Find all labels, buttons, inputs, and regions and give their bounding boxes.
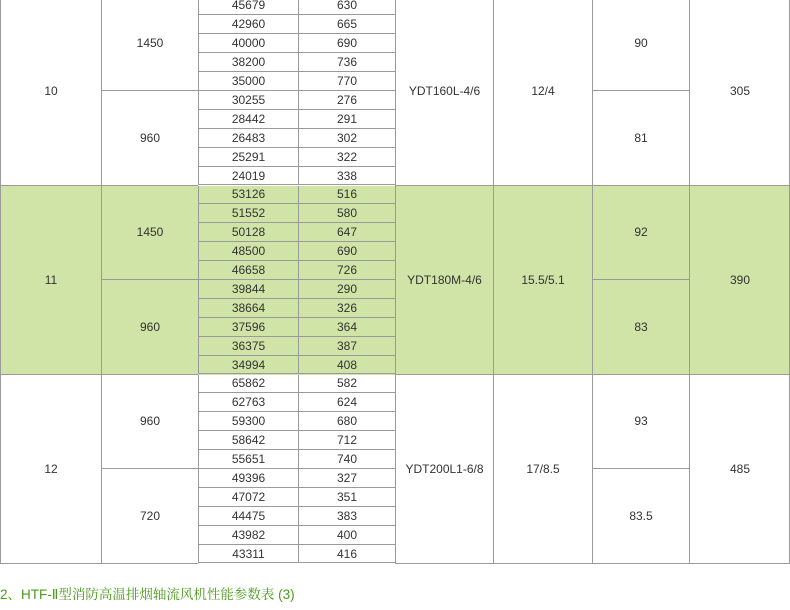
efficiency-cell: 81 <box>592 91 689 186</box>
flow-cell: 35000 <box>198 72 298 91</box>
flow-cell: 39844 <box>198 280 298 299</box>
flow-cell: 62763 <box>198 393 298 412</box>
flow-cell: 58642 <box>198 431 298 450</box>
pressure-cell: 647 <box>298 223 395 242</box>
pressure-cell: 740 <box>298 450 395 469</box>
flow-cell: 43982 <box>198 526 298 545</box>
flow-cell: 45679 <box>198 0 298 15</box>
efficiency-cell: 93 <box>592 375 689 470</box>
speed-cell: 720 <box>101 469 198 564</box>
pressure-cell: 322 <box>298 148 395 167</box>
motor-model-cell: YDT200L1-6/8 <box>395 375 493 564</box>
pressure-cell: 302 <box>298 129 395 148</box>
flow-cell: 30255 <box>198 91 298 110</box>
speed-cell: 960 <box>101 375 198 470</box>
flow-cell: 49396 <box>198 469 298 488</box>
pressure-cell: 736 <box>298 53 395 72</box>
pressure-cell: 290 <box>298 280 395 299</box>
speed-cell: 960 <box>101 91 198 186</box>
motor-model-cell: YDT160L-4/6 <box>395 0 493 186</box>
flow-cell: 59300 <box>198 412 298 431</box>
pressure-cell: 712 <box>298 431 395 450</box>
pressure-cell: 624 <box>298 393 395 412</box>
speed-cell: 960 <box>101 280 198 375</box>
flow-cell: 26483 <box>198 129 298 148</box>
flow-cell: 53126 <box>198 186 298 205</box>
speed-cell: 1450 <box>101 0 198 91</box>
pressure-cell: 630 <box>298 0 395 15</box>
pressure-cell: 690 <box>298 242 395 261</box>
flow-cell: 24019 <box>198 167 298 186</box>
pressure-cell: 580 <box>298 204 395 223</box>
flow-cell: 42960 <box>198 15 298 34</box>
flow-cell: 37596 <box>198 318 298 337</box>
pressure-cell: 416 <box>298 545 395 564</box>
pressure-cell: 326 <box>298 299 395 318</box>
flow-cell: 46658 <box>198 261 298 280</box>
efficiency-cell: 83.5 <box>592 469 689 564</box>
pressure-cell: 582 <box>298 375 395 394</box>
flow-cell: 34994 <box>198 356 298 375</box>
weight-cell: 485 <box>689 375 790 564</box>
flow-cell: 43311 <box>198 545 298 564</box>
model-no-cell: 10 <box>0 0 101 186</box>
motor-model-cell: YDT180M-4/6 <box>395 186 493 375</box>
motor-power-cell: 12/4 <box>493 0 592 186</box>
flow-cell: 44475 <box>198 507 298 526</box>
pressure-cell: 680 <box>298 412 395 431</box>
pressure-cell: 665 <box>298 15 395 34</box>
model-no-cell: 12 <box>0 375 101 564</box>
pressure-cell: 770 <box>298 72 395 91</box>
flow-cell: 55651 <box>198 450 298 469</box>
motor-power-cell: 17/8.5 <box>493 375 592 564</box>
efficiency-cell: 92 <box>592 186 689 281</box>
pressure-cell: 276 <box>298 91 395 110</box>
pressure-cell: 327 <box>298 469 395 488</box>
weight-cell: 390 <box>689 186 790 375</box>
pressure-cell: 516 <box>298 186 395 205</box>
pressure-cell: 383 <box>298 507 395 526</box>
pressure-cell: 351 <box>298 488 395 507</box>
flow-cell: 51552 <box>198 204 298 223</box>
flow-cell: 47072 <box>198 488 298 507</box>
flow-cell: 36375 <box>198 337 298 356</box>
motor-power-cell: 15.5/5.1 <box>493 186 592 375</box>
pressure-cell: 726 <box>298 261 395 280</box>
flow-cell: 40000 <box>198 34 298 53</box>
flow-cell: 38200 <box>198 53 298 72</box>
pressure-cell: 408 <box>298 356 395 375</box>
efficiency-cell: 90 <box>592 0 689 91</box>
flow-cell: 65862 <box>198 375 298 394</box>
flow-cell: 50128 <box>198 223 298 242</box>
pressure-cell: 291 <box>298 110 395 129</box>
speed-cell: 1450 <box>101 186 198 281</box>
flow-cell: 25291 <box>198 148 298 167</box>
flow-cell: 28442 <box>198 110 298 129</box>
pressure-cell: 690 <box>298 34 395 53</box>
pressure-cell: 400 <box>298 526 395 545</box>
pressure-cell: 364 <box>298 318 395 337</box>
weight-cell: 305 <box>689 0 790 186</box>
efficiency-cell: 83 <box>592 280 689 375</box>
flow-cell: 38664 <box>198 299 298 318</box>
pressure-cell: 338 <box>298 167 395 186</box>
model-no-cell: 11 <box>0 186 101 375</box>
table-caption: 2、HTF-Ⅱ型消防高温排烟轴流风机性能参数表 (3) <box>0 587 295 602</box>
pressure-cell: 387 <box>298 337 395 356</box>
flow-cell: 48500 <box>198 242 298 261</box>
